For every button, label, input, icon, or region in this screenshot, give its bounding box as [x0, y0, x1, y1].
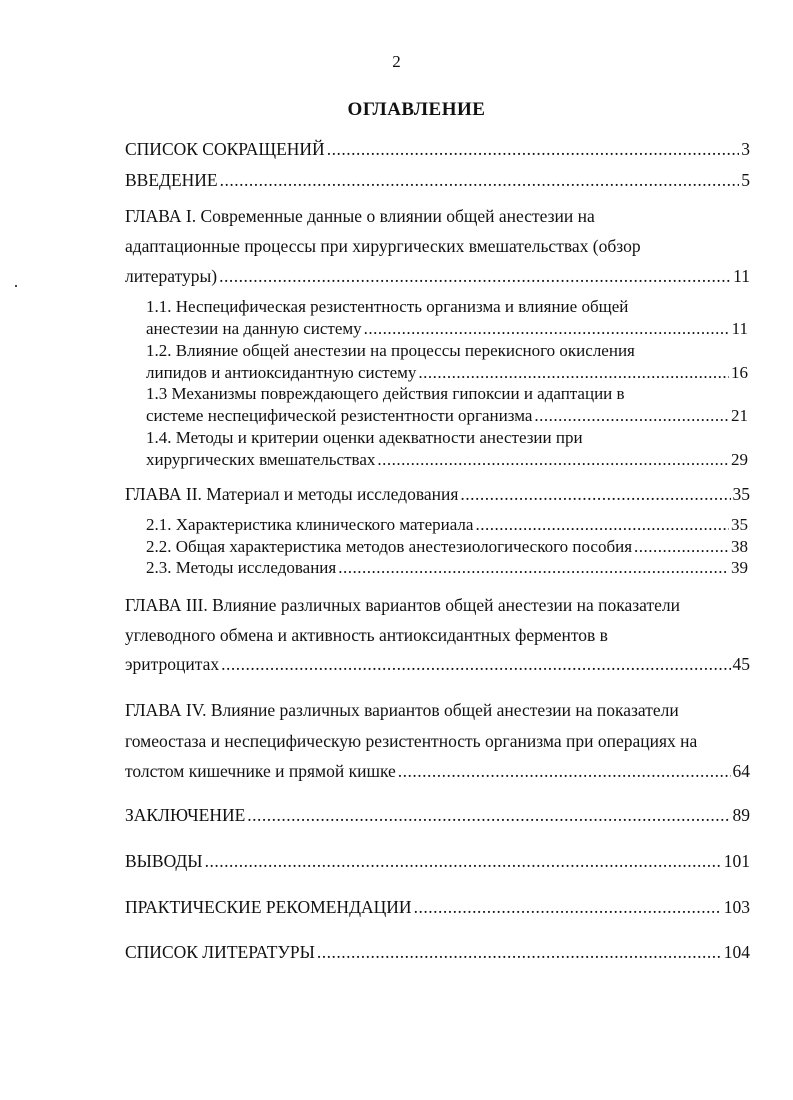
- toc-entry-page: 64: [732, 761, 750, 781]
- toc-section-1-3-line-1: 1.3 Механизмы повреждающего действия гипоксии и адаптации в: [146, 384, 625, 403]
- toc-entry-page: 89: [732, 805, 750, 825]
- toc-entry-page: 101: [723, 851, 750, 871]
- toc-entry-label: СПИСОК ЛИТЕРАТУРЫ: [125, 942, 315, 962]
- toc-entry-section-2-1[interactable]: [146, 515, 748, 535]
- toc-leader-dots: [534, 406, 729, 426]
- toc-entry-references[interactable]: [125, 942, 750, 963]
- toc-chapter-3-line-2: углеводного обмена и активность антиоксидантных ферментов в: [125, 625, 608, 645]
- toc-leader-dots: [327, 139, 740, 160]
- toc-section-1-4-line-1: 1.4. Методы и критерии оценки адекватности анестезии при: [146, 428, 583, 447]
- toc-entry-label: липидов и антиоксидантную систему: [146, 363, 417, 382]
- toc-leader-dots: [418, 363, 729, 383]
- toc-leader-dots: [220, 170, 740, 191]
- toc-entry-recommendations[interactable]: [125, 897, 750, 918]
- toc-leader-dots: [247, 805, 730, 826]
- toc-chapter-1-line-1: ГЛАВА I. Современные данные о влиянии общей анестезии на: [125, 206, 595, 226]
- toc-entry-section-1-1[interactable]: [146, 319, 748, 339]
- toc-entry-page: 3: [741, 139, 750, 159]
- toc-leader-dots: [398, 761, 731, 782]
- toc-entry-page: 39: [731, 558, 748, 577]
- toc-leader-dots: [338, 558, 729, 578]
- toc-entry-section-2-2[interactable]: [146, 537, 748, 557]
- toc-entry-label: литературы): [125, 266, 218, 286]
- toc-chapter-3-line-1: ГЛАВА III. Влияние различных вариантов общей анестезии на показатели: [125, 595, 681, 615]
- toc-entry-label: ВЫВОДЫ: [125, 851, 203, 871]
- toc-entry-page: 5: [741, 170, 750, 190]
- toc-leader-dots: [219, 266, 731, 287]
- toc-entry-label: анестезии на данную систему: [146, 319, 362, 338]
- toc-entry-section-1-3[interactable]: [146, 406, 748, 426]
- toc-entry-chapter-2[interactable]: [125, 484, 750, 505]
- scan-speck: [15, 285, 17, 287]
- toc-chapter-4-line-1: ГЛАВА IV. Влияние различных вариантов общей анестезии на показатели: [125, 700, 679, 720]
- toc-entry-label: ПРАКТИЧЕСКИЕ РЕКОМЕНДАЦИИ: [125, 897, 412, 917]
- toc-entry-page: 103: [723, 897, 750, 917]
- toc-entry-findings[interactable]: [125, 851, 750, 872]
- toc-entry-page: 35: [731, 515, 748, 534]
- page-number: 2: [392, 52, 401, 71]
- toc-entry-label: толстом кишечнике и прямой кишке: [125, 761, 396, 781]
- toc-leader-dots: [475, 515, 729, 535]
- toc-entry-label: ГЛАВА II. Материал и методы исследования: [125, 484, 459, 504]
- toc-leader-dots: [634, 537, 729, 557]
- toc-section-1-2-line-1: 1.2. Влияние общей анестезии на процессы перекисного окисления: [146, 341, 635, 360]
- toc-entry-label: эритроцитах: [125, 654, 220, 674]
- toc-leader-dots: [221, 654, 730, 675]
- toc-entry-page: 104: [723, 942, 750, 962]
- toc-leader-dots: [364, 319, 730, 339]
- toc-entry-label: ВВЕДЕНИЕ: [125, 170, 218, 190]
- toc-entry-chapter-1[interactable]: [125, 266, 750, 287]
- toc-entry-page: 45: [732, 654, 750, 674]
- toc-entry-label: ЗАКЛЮЧЕНИЕ: [125, 805, 246, 825]
- toc-entry-page: 29: [731, 450, 748, 469]
- toc-entry-page: 16: [731, 363, 748, 382]
- toc-leader-dots: [460, 484, 730, 505]
- toc-entry-label: хирургических вмешательствах: [146, 450, 376, 469]
- toc-leader-dots: [317, 942, 722, 963]
- page-title: ОГЛАВЛЕНИЕ: [347, 99, 486, 120]
- toc-entry-page: 35: [732, 484, 750, 504]
- toc-entry-chapter-3[interactable]: [125, 654, 750, 675]
- toc-section-1-1-line-1: 1.1. Неспецифическая резистентность организма и влияние общей: [146, 297, 629, 316]
- toc-leader-dots: [377, 450, 729, 470]
- toc-entry-page: 38: [731, 537, 748, 556]
- toc-entry-label: системе неспецифической резистентности организма: [146, 406, 533, 425]
- toc-entry-label: СПИСОК СОКРАЩЕНИЙ: [125, 139, 325, 159]
- toc-entry-page: 21: [731, 406, 748, 425]
- toc-entry-introduction[interactable]: [125, 170, 750, 191]
- toc-entry-chapter-4[interactable]: [125, 761, 750, 782]
- toc-chapter-1-line-2: адаптационные процессы при хирургических вмешательствах (обзор: [125, 236, 641, 256]
- toc-chapter-4-line-2: гомеостаза и неспецифическую резистентность организма при операциях на: [125, 731, 698, 751]
- toc-entry-page: 11: [731, 319, 748, 338]
- toc-entry-conclusion[interactable]: [125, 805, 750, 826]
- toc-entry-page: 11: [733, 266, 750, 286]
- toc-leader-dots: [205, 851, 722, 872]
- toc-entry-label: 2.1. Характеристика клинического материала: [146, 515, 474, 534]
- toc-entry-section-1-4[interactable]: [146, 450, 748, 470]
- toc-entry-section-2-3[interactable]: [146, 558, 748, 578]
- toc-entry-label: 2.2. Общая характеристика методов анестезиологического пособия: [146, 537, 633, 556]
- toc-leader-dots: [414, 897, 722, 918]
- toc-entry-section-1-2[interactable]: [146, 363, 748, 383]
- toc-entry-label: 2.3. Методы исследования: [146, 558, 337, 577]
- toc-entry-abbreviations[interactable]: [125, 139, 750, 160]
